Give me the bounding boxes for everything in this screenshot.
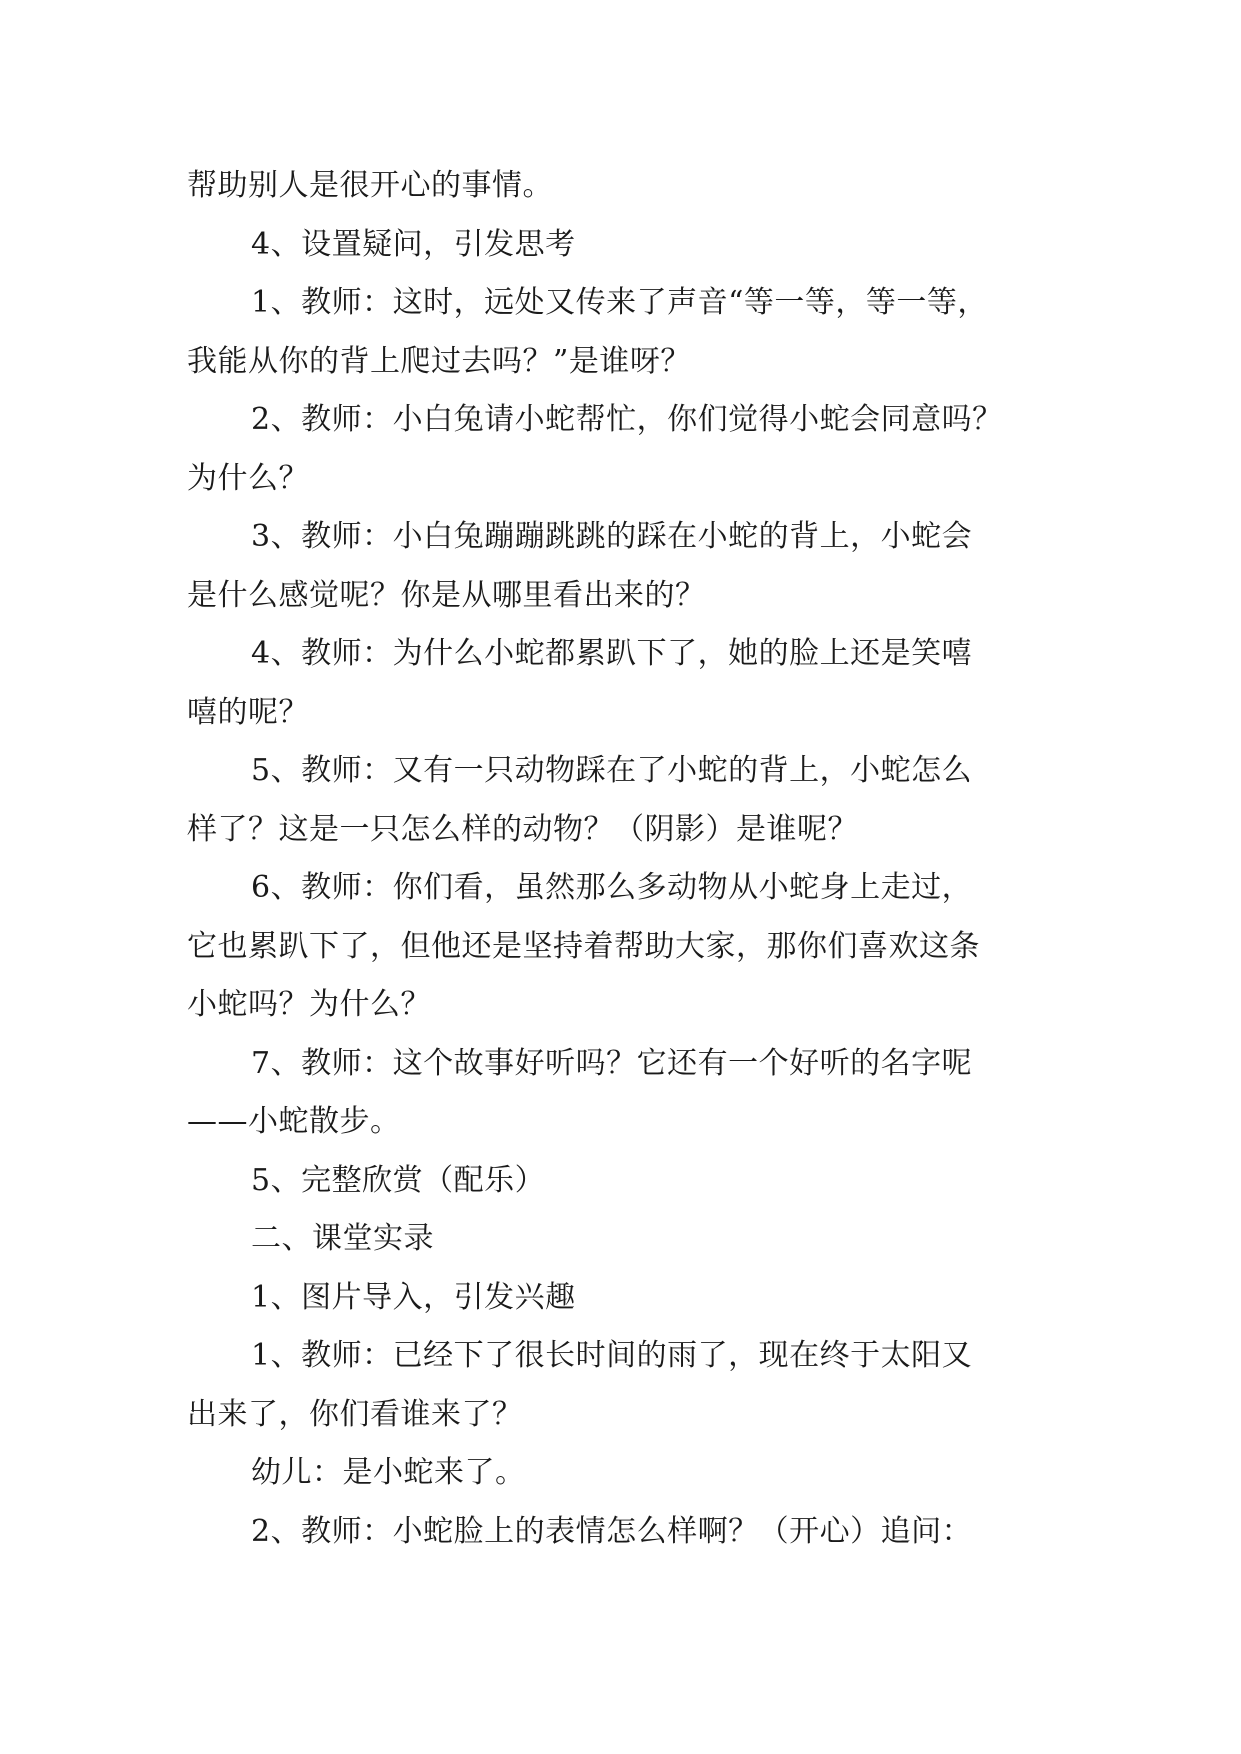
text-line: 为什么？ (187, 460, 309, 496)
text-line: 5、教师：又有一只动物踩在了小蛇的背上，小蛇怎么 (251, 753, 973, 788)
text-line: 帮助别人是很开心的事情。 (187, 168, 553, 203)
text-line: 2、教师：小白兔请小蛇帮忙，你们觉得小蛇会同意吗？ (251, 402, 1003, 437)
section-heading: 1、图片导入，引发兴趣 (251, 1279, 576, 1315)
section-heading: 4、设置疑问，引发思考 (251, 226, 576, 262)
text-line: 4、教师：为什么小蛇都累趴下了，她的脸上还是笑嘻 (251, 636, 973, 671)
text-line: 2、教师：小蛇脸上的表情怎么样啊？（开心）追问： (251, 1513, 973, 1549)
text-line: 1、教师：已经下了很长时间的雨了，现在终于太阳又 (251, 1338, 973, 1373)
text-line: 是什么感觉呢？你是从哪里看出来的？ (187, 577, 706, 613)
text-line: 它也累趴下了，但他还是坚持着帮助大家，那你们喜欢这条 (187, 928, 980, 964)
text-line: 我能从你的背上爬过去吗？”是谁呀？ (187, 343, 691, 379)
section-heading: 5、完整欣赏（配乐） (251, 1162, 546, 1198)
text-line: 小蛇吗？为什么？ (187, 987, 431, 1022)
text-line: 3、教师：小白兔蹦蹦跳跳的踩在小蛇的背上，小蛇会 (251, 519, 973, 554)
document-body (187, 157, 1067, 1561)
text-line: 7、教师：这个故事好听吗？它还有一个好听的名字呢 (251, 1045, 973, 1081)
section-heading: 二、课堂实录 (251, 1221, 434, 1256)
text-line: 样了？这是一只怎么样的动物？（阴影）是谁呢？ (187, 811, 858, 847)
text-line: ——小蛇散步。 (187, 1104, 401, 1139)
text-line: 6、教师：你们看，虽然那么多动物从小蛇身上走过， (251, 870, 973, 905)
text-line: 1、教师：这时，远处又传来了声音“等一等，等一等， (251, 285, 988, 320)
text-line: 出来了，你们看谁来了？ (187, 1396, 523, 1432)
text-line: 幼儿：是小蛇来了。 (251, 1455, 526, 1490)
text-line: 嘻的呢？ (187, 694, 309, 730)
